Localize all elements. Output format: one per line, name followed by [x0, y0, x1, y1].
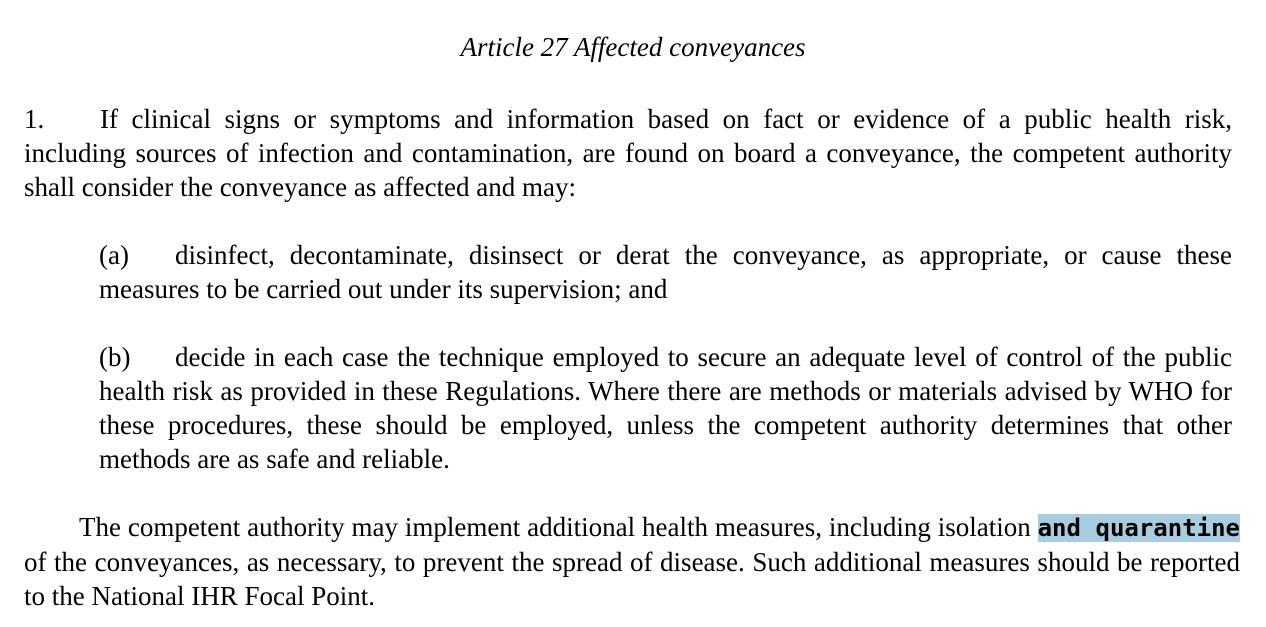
paragraph-1: [24, 102, 1232, 204]
paragraph-1-text: If clinical signs or symptoms and information based on fact or evidence of a public health risk, including sources of infection and contamination, are found on board a conveyance, the competent authority shall consider the conveyance as affected and may:: [24, 104, 1232, 202]
final-paragraph-text-after: of the conveyances, as necessary, to prevent the spread of disease. Such additional measures should be reported to the National IHR Focal Point.: [24, 547, 1240, 611]
list-item-b: [99, 340, 1232, 476]
list-item-a-label: (a): [99, 240, 129, 270]
article-title: Article 27 Affected conveyances: [460, 32, 806, 62]
paragraph-number: 1.: [24, 104, 45, 134]
list-item-a: [99, 238, 1232, 306]
highlighted-text-selection[interactable]: and quarantine: [1037, 514, 1240, 542]
list-item-b-label: (b): [99, 342, 131, 372]
list-item-a-text: disinfect, decontaminate, disinsect or derat the conveyance, as appropriate, or cause these measures to be carried out under its supervision; and: [99, 240, 1232, 304]
list-item-b-text: decide in each case the technique employed to secure an adequate level of control of the public health risk as provided in these Regulations. Where there are methods or materials advised by WHO for these procedures, these should be employed, unless the competent authority determines that other methods are as safe and reliable.: [99, 342, 1232, 474]
final-paragraph-text-before: The competent authority may implement additional health measures, including isolation: [79, 512, 1038, 542]
final-paragraph: [24, 510, 1240, 613]
